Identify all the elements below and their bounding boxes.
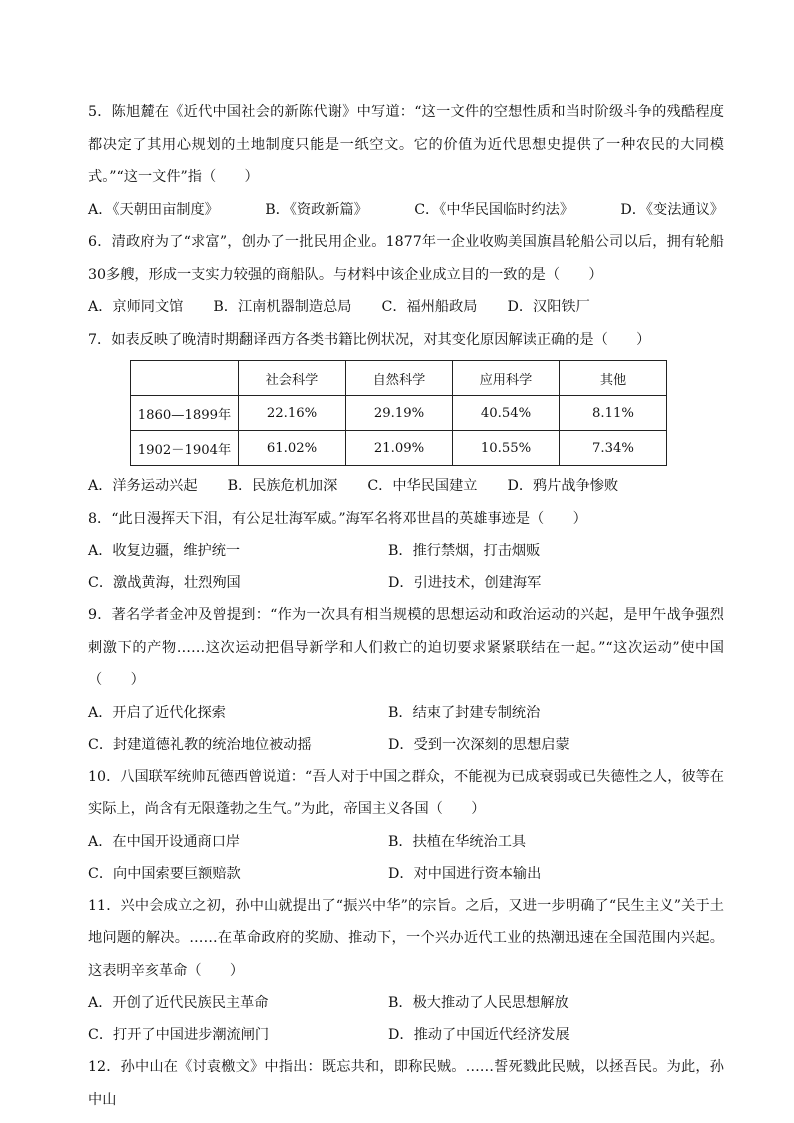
question-9-option-d[interactable]: D．受到一次深刻的思想启蒙 bbox=[388, 736, 570, 753]
table-row bbox=[131, 431, 667, 466]
question-7-option-c[interactable]: C．中华民国建立 bbox=[367, 478, 478, 494]
question-5-options bbox=[88, 194, 724, 227]
question-11 bbox=[88, 890, 724, 1052]
question-11-option-b[interactable]: B．极大推动了人民思想解放 bbox=[388, 995, 569, 1011]
question-6-option-d[interactable]: D．汉阳铁厂 bbox=[507, 299, 590, 315]
table-cell: 8.11% bbox=[560, 396, 667, 431]
table-cell: 40.54% bbox=[453, 396, 560, 431]
question-9-option-c[interactable]: C．封建道德礼教的统治地位被动摇 bbox=[88, 736, 312, 753]
table-cell: 1902－1904年 bbox=[131, 431, 239, 466]
question-7-option-d[interactable]: D．鸦片战争惨败 bbox=[507, 478, 619, 494]
table-cell: 10.55% bbox=[453, 431, 560, 466]
question-5-option-d[interactable]: D．《变法通议》 bbox=[620, 201, 724, 218]
question-10-stem: 10．八国联军统帅瓦德西曾说道：“吾人对于中国之群众，不能视为已成衰弱或已失德性之人，彼等在实际上，尚含有无限蓬勃之生气。”为此，帝国主义各国（ ） bbox=[88, 768, 724, 817]
table-header-row bbox=[131, 361, 667, 396]
question-11-option-c[interactable]: C．打开了中国进步潮流闸门 bbox=[88, 1027, 270, 1043]
question-9-option-a[interactable]: A．开启了近代化探索 bbox=[88, 704, 226, 721]
question-7-stem: 7．如表反映了晚清时期翻译西方各类书籍比例状况，对其变化原因解读正确的是（ ） bbox=[88, 331, 651, 348]
table-header-cell: 社会科学 bbox=[239, 361, 346, 396]
question-6-option-b[interactable]: B．江南机器制造总局 bbox=[213, 299, 352, 315]
question-7 bbox=[88, 324, 724, 503]
question-6-options bbox=[88, 291, 724, 324]
question-5-option-b[interactable]: B．《资政新篇》 bbox=[265, 201, 368, 218]
table-header-cell: 自然科学 bbox=[346, 361, 453, 396]
question-11-option-a[interactable]: A．开创了近代民族民主革命 bbox=[88, 995, 269, 1011]
question-8 bbox=[88, 503, 724, 600]
translation-ratio-table bbox=[130, 360, 667, 466]
question-7-option-a[interactable]: A．洋务运动兴起 bbox=[88, 478, 198, 494]
table-row bbox=[131, 396, 667, 431]
question-9 bbox=[88, 599, 724, 761]
question-5-option-a[interactable]: A．《天朝田亩制度》 bbox=[88, 201, 219, 218]
question-10-option-c[interactable]: C．向中国索要巨额赔款 bbox=[88, 865, 241, 882]
question-11-options bbox=[88, 987, 724, 1051]
question-6-stem: 6．清政府为了“求富”，创办了一批民用企业。1877年一企业收购美国旗昌轮船公司以后，拥有轮船30多艘，形成一支实力较强的商船队。与材料中该企业成立目的一致的是（ ） bbox=[88, 234, 724, 283]
question-12-stem: 12．孙中山在《讨袁檄文》中指出：既忘共和，即称民贼。……誓死戮此民贼，以拯吾民。为此，孙中山 bbox=[88, 1059, 724, 1108]
question-8-option-a[interactable]: A．收复边疆，维护统一 bbox=[88, 543, 241, 559]
table-cell: 1860—1899年 bbox=[131, 396, 239, 431]
question-11-option-d[interactable]: D．推动了中国近代经济发展 bbox=[388, 1027, 570, 1043]
question-9-options bbox=[88, 697, 724, 761]
question-6 bbox=[88, 226, 724, 324]
question-10-option-b[interactable]: B．扶植在华统治工具 bbox=[388, 833, 527, 850]
table-cell: 21.09% bbox=[346, 431, 453, 466]
question-8-option-d[interactable]: D．引进技术，创建海军 bbox=[388, 575, 542, 591]
question-11-stem: 11．兴中会成立之初，孙中山就提出了“振兴中华”的宗旨。之后，又进一步明确了“民生主义”关于土地问题的解决。……在革命政府的奖励、推动下，一个兴办近代工业的热潮迅速在全国范围内兴起。这表明辛亥革命（ ） bbox=[88, 897, 724, 979]
question-8-option-b[interactable]: B．推行禁烟，打击烟贩 bbox=[388, 543, 541, 559]
table-header-cell: 应用科学 bbox=[453, 361, 560, 396]
question-5 bbox=[88, 96, 724, 226]
question-10-options bbox=[88, 826, 724, 890]
question-12 bbox=[88, 1051, 724, 1116]
table-cell: 22.16% bbox=[239, 396, 346, 431]
question-8-options bbox=[88, 535, 724, 599]
question-7-options bbox=[88, 470, 724, 503]
question-8-option-c[interactable]: C．激战黄海，壮烈殉国 bbox=[88, 575, 241, 591]
question-7-option-b[interactable]: B．民族危机加深 bbox=[227, 478, 338, 494]
question-5-stem: 5．陈旭麓在《近代中国社会的新陈代谢》中写道：“这一文件的空想性质和当时阶级斗争的残酷程度都决定了其用心规划的土地制度只能是一纸空文。它的价值为近代思想史提供了一种农民的大同模式。”“这一文件”指（ ） bbox=[88, 104, 724, 185]
question-10-option-d[interactable]: D．对中国进行资本输出 bbox=[388, 865, 542, 882]
question-5-option-c[interactable]: C．《中华民国临时约法》 bbox=[414, 201, 575, 218]
question-10-option-a[interactable]: A．在中国开设通商口岸 bbox=[88, 833, 241, 850]
table-header-cell bbox=[131, 361, 239, 396]
table-cell: 7.34% bbox=[560, 431, 667, 466]
table-header-cell: 其他 bbox=[560, 361, 667, 396]
question-9-option-b[interactable]: B．结束了封建专制统治 bbox=[388, 704, 541, 721]
table-cell: 29.19% bbox=[346, 396, 453, 431]
question-6-option-c[interactable]: C．福州船政局 bbox=[381, 299, 478, 315]
question-6-option-a[interactable]: A．京师同文馆 bbox=[88, 299, 184, 315]
question-9-stem: 9．著名学者金冲及曾提到：“作为一次具有相当规模的思想运动和政治运动的兴起，是甲午战争强烈刺激下的产物……这次运动把倡导新学和人们救亡的迫切要求紧紧联结在一起。”“这次运动”使中国（ ） bbox=[88, 607, 724, 688]
question-8-stem: 8．“此日漫挥天下泪，有公足壮海军威。”海军名将邓世昌的英雄事迹是（ ） bbox=[88, 510, 587, 527]
question-10 bbox=[88, 761, 724, 890]
table-cell: 61.02% bbox=[239, 431, 346, 466]
exam-page bbox=[88, 96, 724, 1116]
